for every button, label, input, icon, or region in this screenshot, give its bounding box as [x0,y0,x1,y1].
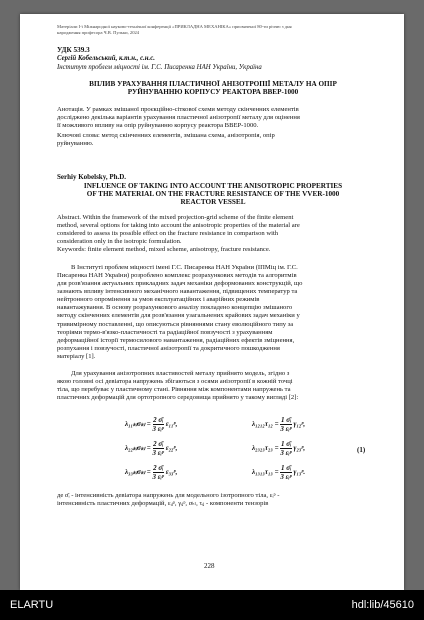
text-line: нейтронного опромінення за умов експлуатаційних і аварійних режимів [57,296,260,304]
text-line: розпухання і повзучості, пластичної анізотропії та докритичного пошкодження [57,344,280,352]
eq-numerator: 1 σ̄ᵢ [280,416,292,424]
eq-fraction [280,464,291,481]
institution-ua: Інститут проблем міцності ім. Г.С. Писаренка НАН України, Україна [57,64,262,71]
equation-row-2-right [252,440,305,457]
eq-term: λ₁₂₁₂τ₁₂ = [252,420,281,429]
eq-numerator: 1 σ̄ᵢ [280,464,292,472]
text-line: considered to assess its possible effect on the fracture resistance in comparison with [57,230,279,238]
eq-term: γ₁₂ᵖ, [293,420,306,429]
document-page [20,14,404,590]
eq-denominator: 3 εᵢᵖ [280,449,292,457]
eq-term: ε₃₃ᵖ, [165,468,178,477]
text-line: де σ̄ᵢ - інтенсивність девіатора напружень для модельного ізотропного тіла, εᵢᵖ - [57,492,280,499]
text-line: тривимірному поставленні, що описуються рівняннями стану еволюційного типу за [57,320,294,328]
text-line: методу скінченних елементів для розв'язання узагальнених крайових задач механіки у [57,312,300,320]
text-line: руйнуванню. [57,140,94,148]
eq-term: λ₁₁ₖₗσₖₗ = [125,420,153,429]
title-en [57,182,369,206]
eq-term: γ₁₃ᵖ. [293,468,306,477]
keywords-en: Keywords: finite element method, mixed scheme, anisotropy, fracture resistance. [57,246,271,254]
equation-row-1 [125,416,177,433]
title-line: REACTOR VESSEL [180,198,246,207]
eq-denominator: 3 εᵢᵖ [280,473,292,481]
repository-name[interactable]: ELARTU [10,599,54,611]
text-line: теоріями термо-в'язко-пластичності та радіаційної повзучості з урахуванням [57,328,273,336]
abstract-ua [57,106,369,130]
body-paragraph-1-cont [57,272,369,361]
body-paragraph-2-cont [57,378,369,402]
equation-row-1-right [252,416,305,433]
author-en: Serhiy Kobelsky, Ph.D. [57,173,127,181]
eq-fraction [153,440,164,457]
text-line: Писаренка НАН України) розроблено комплекс розрахункових методів та алгоритмів [57,272,297,279]
text-line: її можливого впливу на опір руйнуванню корпусу реактора ВВЕР-1000. [57,122,259,130]
body-paragraph-2 [57,370,369,378]
text-line: пластичних деформацій для ортотропного середовища прийнято у такому вигляді [2]: [57,394,299,402]
title-line: INFLUENCE OF TAKING INTO ACCOUNT THE ANISOTROPIC PROPERTIES [83,182,343,190]
eq-fraction [280,416,291,433]
body-paragraph-1 [57,264,369,272]
title-line: ВПЛИВ УРАХУВАННЯ ПЛАСТИЧНОЇ АНІЗОТРОПІЇ МЕТАЛУ НА ОПІР [89,80,337,88]
text-line: досліджено декілька варіантів урахування пластичної анізотропії металу для оцінення [57,114,300,122]
eq-fraction [153,464,164,481]
text-line: матеріалу [1]. [57,352,96,360]
text-line: Анотація. У рамках змішаної проєкційно-сіткової схеми методу скінченних елементів [57,106,299,113]
eq-denominator: 3 εᵢᵖ [152,449,164,457]
eq-fraction [153,416,164,433]
title-line: РУЙНУВАННЮ КОРПУСУ РЕАКТОРА ВВЕР-1000 [127,88,299,97]
eq-denominator: 3 εᵢᵖ [280,425,292,433]
eq-term: λ₁₃₁₃τ₁₃ = [252,468,281,477]
text-line: В Інституті проблем міцності імені Г.С. Писаренка НАН України (ІПМіц ім. Г.С. [71,264,298,271]
text-line: інтенсивність пластичних деформацій, εᵢⱼᵖ, γᵢⱼᵖ, σₖₗ, τᵢⱼ - компоненти тензорів [57,500,269,508]
conference-header [57,24,292,36]
equation-row-3 [125,464,177,481]
text-line: consideration only in the isotropic formulation. [57,238,182,246]
text-line: для розв'язання актуальних прикладних задач механіки деформованих конструкцій, що [57,280,303,288]
eq-denominator: 3 εᵢᵖ [152,473,164,481]
handle-identifier[interactable]: hdl:lib/45610 [351,599,414,611]
viewer-footer-bar [0,590,424,620]
eq-fraction [280,440,291,457]
body-paragraph-3 [57,492,369,508]
eq-denominator: 3 εᵢᵖ [152,425,164,433]
eq-numerator: 2 σ̄ᵢ [153,416,164,424]
title-ua [57,80,369,96]
eq-term: λ₃₃ₖₗσₖₗ = [125,468,153,477]
author-ua: Сергій Кобельський, к.т.н., с.н.с. [57,55,155,62]
keywords-ua [57,132,369,148]
text-line: Abstract. Within the framework of the mixed projection-grid scheme of the finite element [57,214,294,221]
text-line: Для урахування анізотропних властивостей металу прийнято модель, згідно з [71,370,290,377]
equation-row-3-right [252,464,305,481]
header-line: народження професора Ч.В. Пульки, 2024 [57,30,140,35]
eq-term: λ₂₃₂₃τ₂₃ = [252,444,281,453]
eq-term: γ₂₃ᵖ, [293,444,306,453]
eq-numerator: 2 σ̄ᵢ [153,464,164,472]
text-line: навантажування. В основу розрахункового аналізу покладено концепцію змішаного [57,304,293,312]
abstract-en [57,214,369,254]
text-line: method, several options for taking into account the anisotropic properties of the material are [57,222,300,230]
text-line: якою головні осі девіатора напружень збігаються з осями анізотропії в кожній точці [57,378,293,385]
text-line: Ключові слова: метод скінченних елементів, змішана схема, анізотропія, опір [57,132,275,139]
eq-term: λ₂₂ₖₗσₖₗ = [125,444,153,453]
equation-number: (1) [357,446,366,454]
text-line: тіла, що перебуває у пластичному стані. Рівняння між компонентами напружень та [57,386,291,394]
title-line: OF THE MATERIAL ON THE FRACTURE RESISTANCE OF THE VVER-1000 [86,190,340,199]
equation-row-2 [125,440,177,457]
page-number: 228 [204,562,215,570]
eq-term: ε₁₁ᵖ, [165,420,178,429]
text-line: зазнають впливу інтенсивного механічного навантаження, підвищених температур та [57,288,298,296]
header-line: Матеріали І-ї Міжнародної науково-технічної конференції «ПРИКЛАДНА МЕХАНІКА» присвяченої 80-ти річчю з дня [57,24,292,29]
eq-numerator: 1 σ̄ᵢ [280,440,292,448]
eq-numerator: 2 σ̄ᵢ [153,440,164,448]
eq-term: ε₂₂ᵖ, [165,444,178,453]
text-line: деформаційної історії термосилового навантаження, радіаційних ефектів зміцнення, [57,336,295,344]
udk: УДК 539.3 [57,46,90,54]
